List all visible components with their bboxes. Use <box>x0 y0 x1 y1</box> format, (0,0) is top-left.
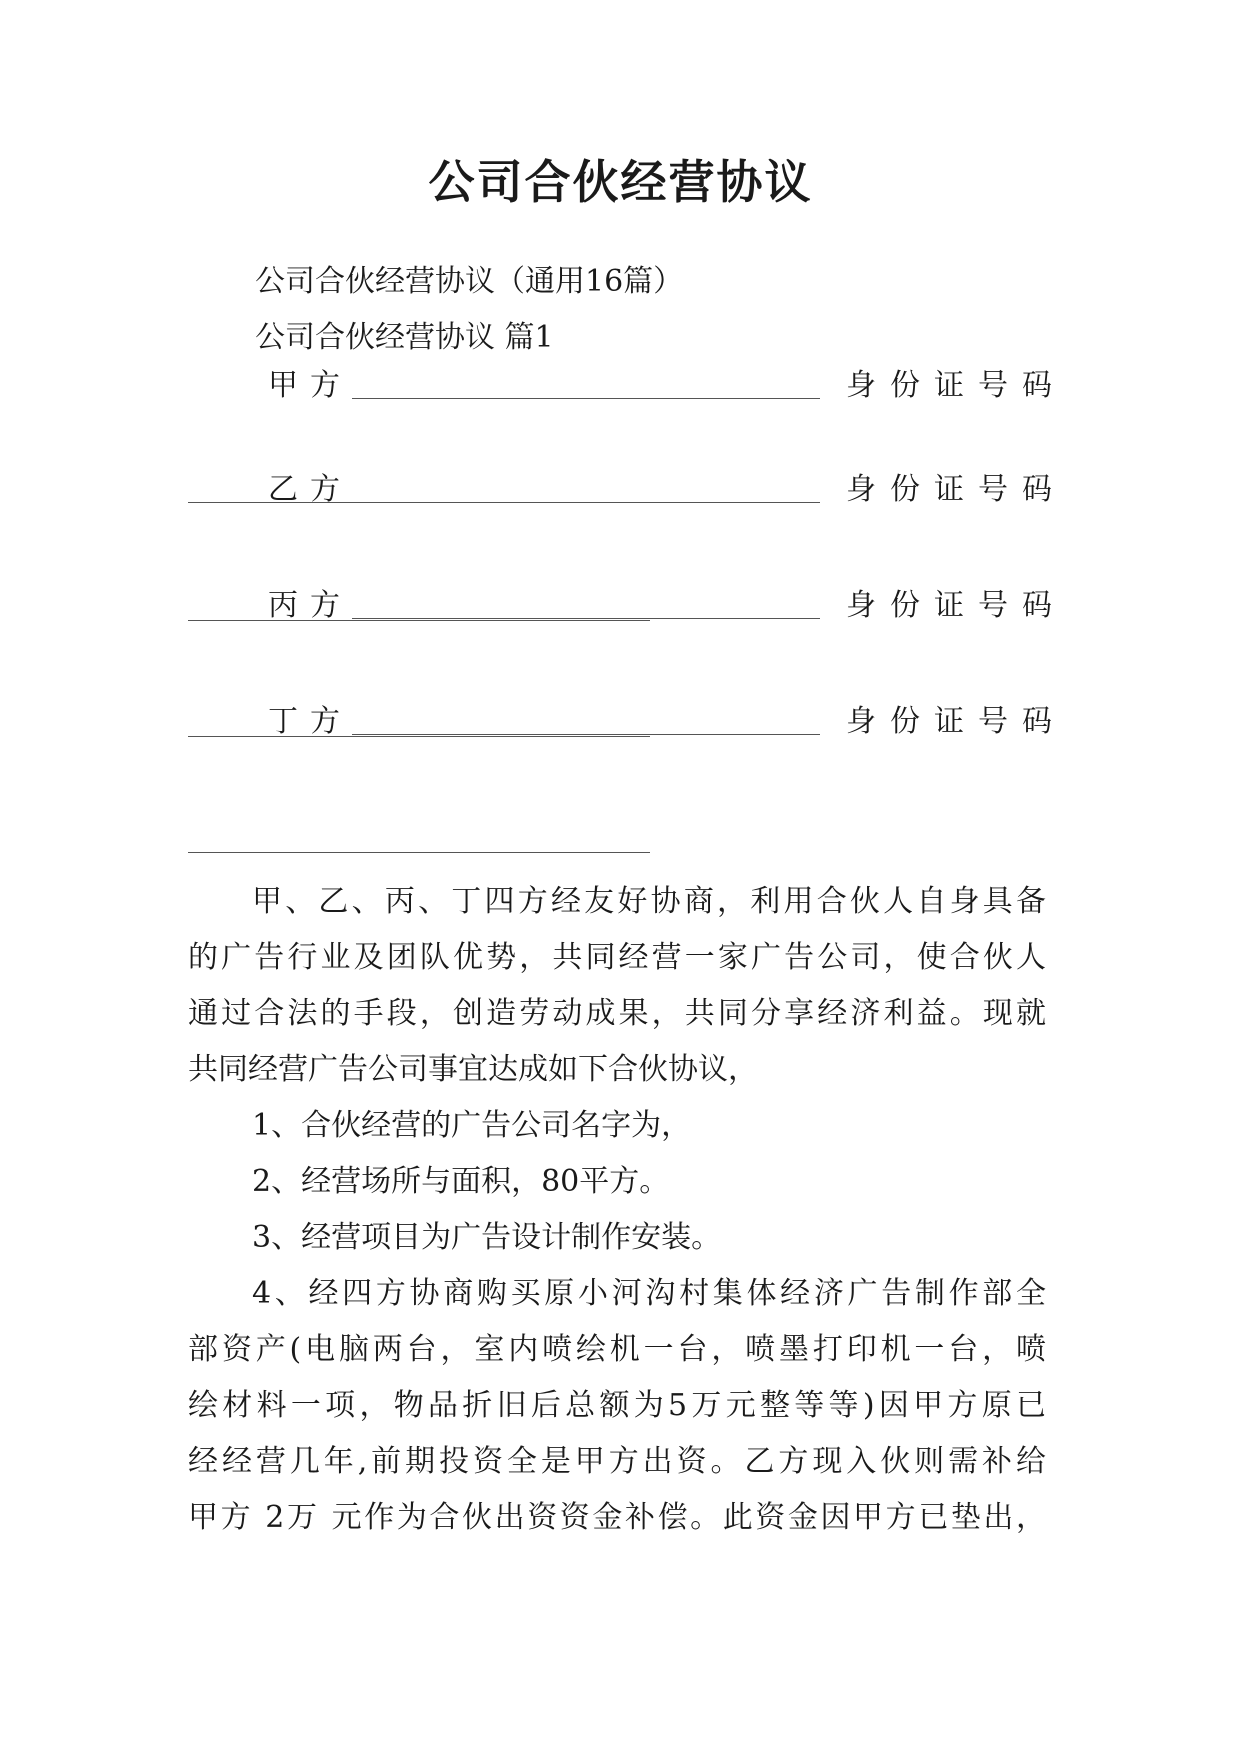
party-name-blank <box>352 502 820 503</box>
clause-line: 绘材料一项，物品折旧后总额为5万元整等等)因甲方原已 <box>188 1388 1046 1423</box>
id-number-label <box>846 470 1066 510</box>
id-number-blank <box>188 736 650 737</box>
id-number-label <box>846 586 1066 626</box>
paragraph-line: 共同经营广告公司事宜达成如下合伙协议， <box>188 1052 758 1087</box>
clause-line: 部资产(电脑两台，室内喷绘机一台，喷墨打印机一台，喷 <box>188 1332 1046 1367</box>
id-number-label-text: 身份证号码 <box>846 588 1066 623</box>
id-number-blank <box>188 620 650 621</box>
party-name-blank <box>352 398 820 399</box>
id-number-label-text: 身份证号码 <box>846 704 1066 739</box>
id-number-label <box>846 366 1066 406</box>
document-title: 公司合伙经营协议 <box>428 155 813 209</box>
paragraph-line: 的广告行业及团队优势，共同经营一家广告公司，使合伙人 <box>188 940 1046 975</box>
party-name-blank <box>352 618 820 619</box>
clause-item: 1、合伙经营的广告公司名字为， <box>252 1108 692 1143</box>
clause-item: 3、经营项目为广告设计制作安装。 <box>252 1220 722 1255</box>
party-label-jia: 甲方 <box>268 368 352 403</box>
party-label-bing: 丙方 <box>268 588 352 623</box>
section-heading: 公司合伙经营协议 篇1 <box>255 320 554 355</box>
clause-line: 4、经四方协商购买原小河沟村集体经济广告制作部全 <box>252 1276 1046 1311</box>
party-name-blank <box>352 734 820 735</box>
id-number-blank <box>188 852 650 853</box>
paragraph-line: 甲、乙、丙、丁四方经友好协商，利用合伙人自身具备 <box>252 884 1046 919</box>
id-number-label-text: 身份证号码 <box>846 472 1066 507</box>
party-label-yi: 乙方 <box>268 472 352 507</box>
clause-item: 2、经营场所与面积，80平方。 <box>252 1164 670 1199</box>
party-label-ding: 丁方 <box>268 704 352 739</box>
document-subtitle: 公司合伙经营协议（通用16篇） <box>255 264 684 299</box>
clause-line: 甲方 2万 元作为合伙出资资金补偿。此资金因甲方已垫出， <box>188 1500 1046 1535</box>
clause-line: 经经营几年,前期投资全是甲方出资。乙方现入伙则需补给 <box>188 1444 1046 1479</box>
id-number-label-text: 身份证号码 <box>846 368 1066 403</box>
paragraph-line: 通过合法的手段，创造劳动成果，共同分享经济利益。现就 <box>188 996 1046 1031</box>
id-number-label <box>846 702 1066 742</box>
